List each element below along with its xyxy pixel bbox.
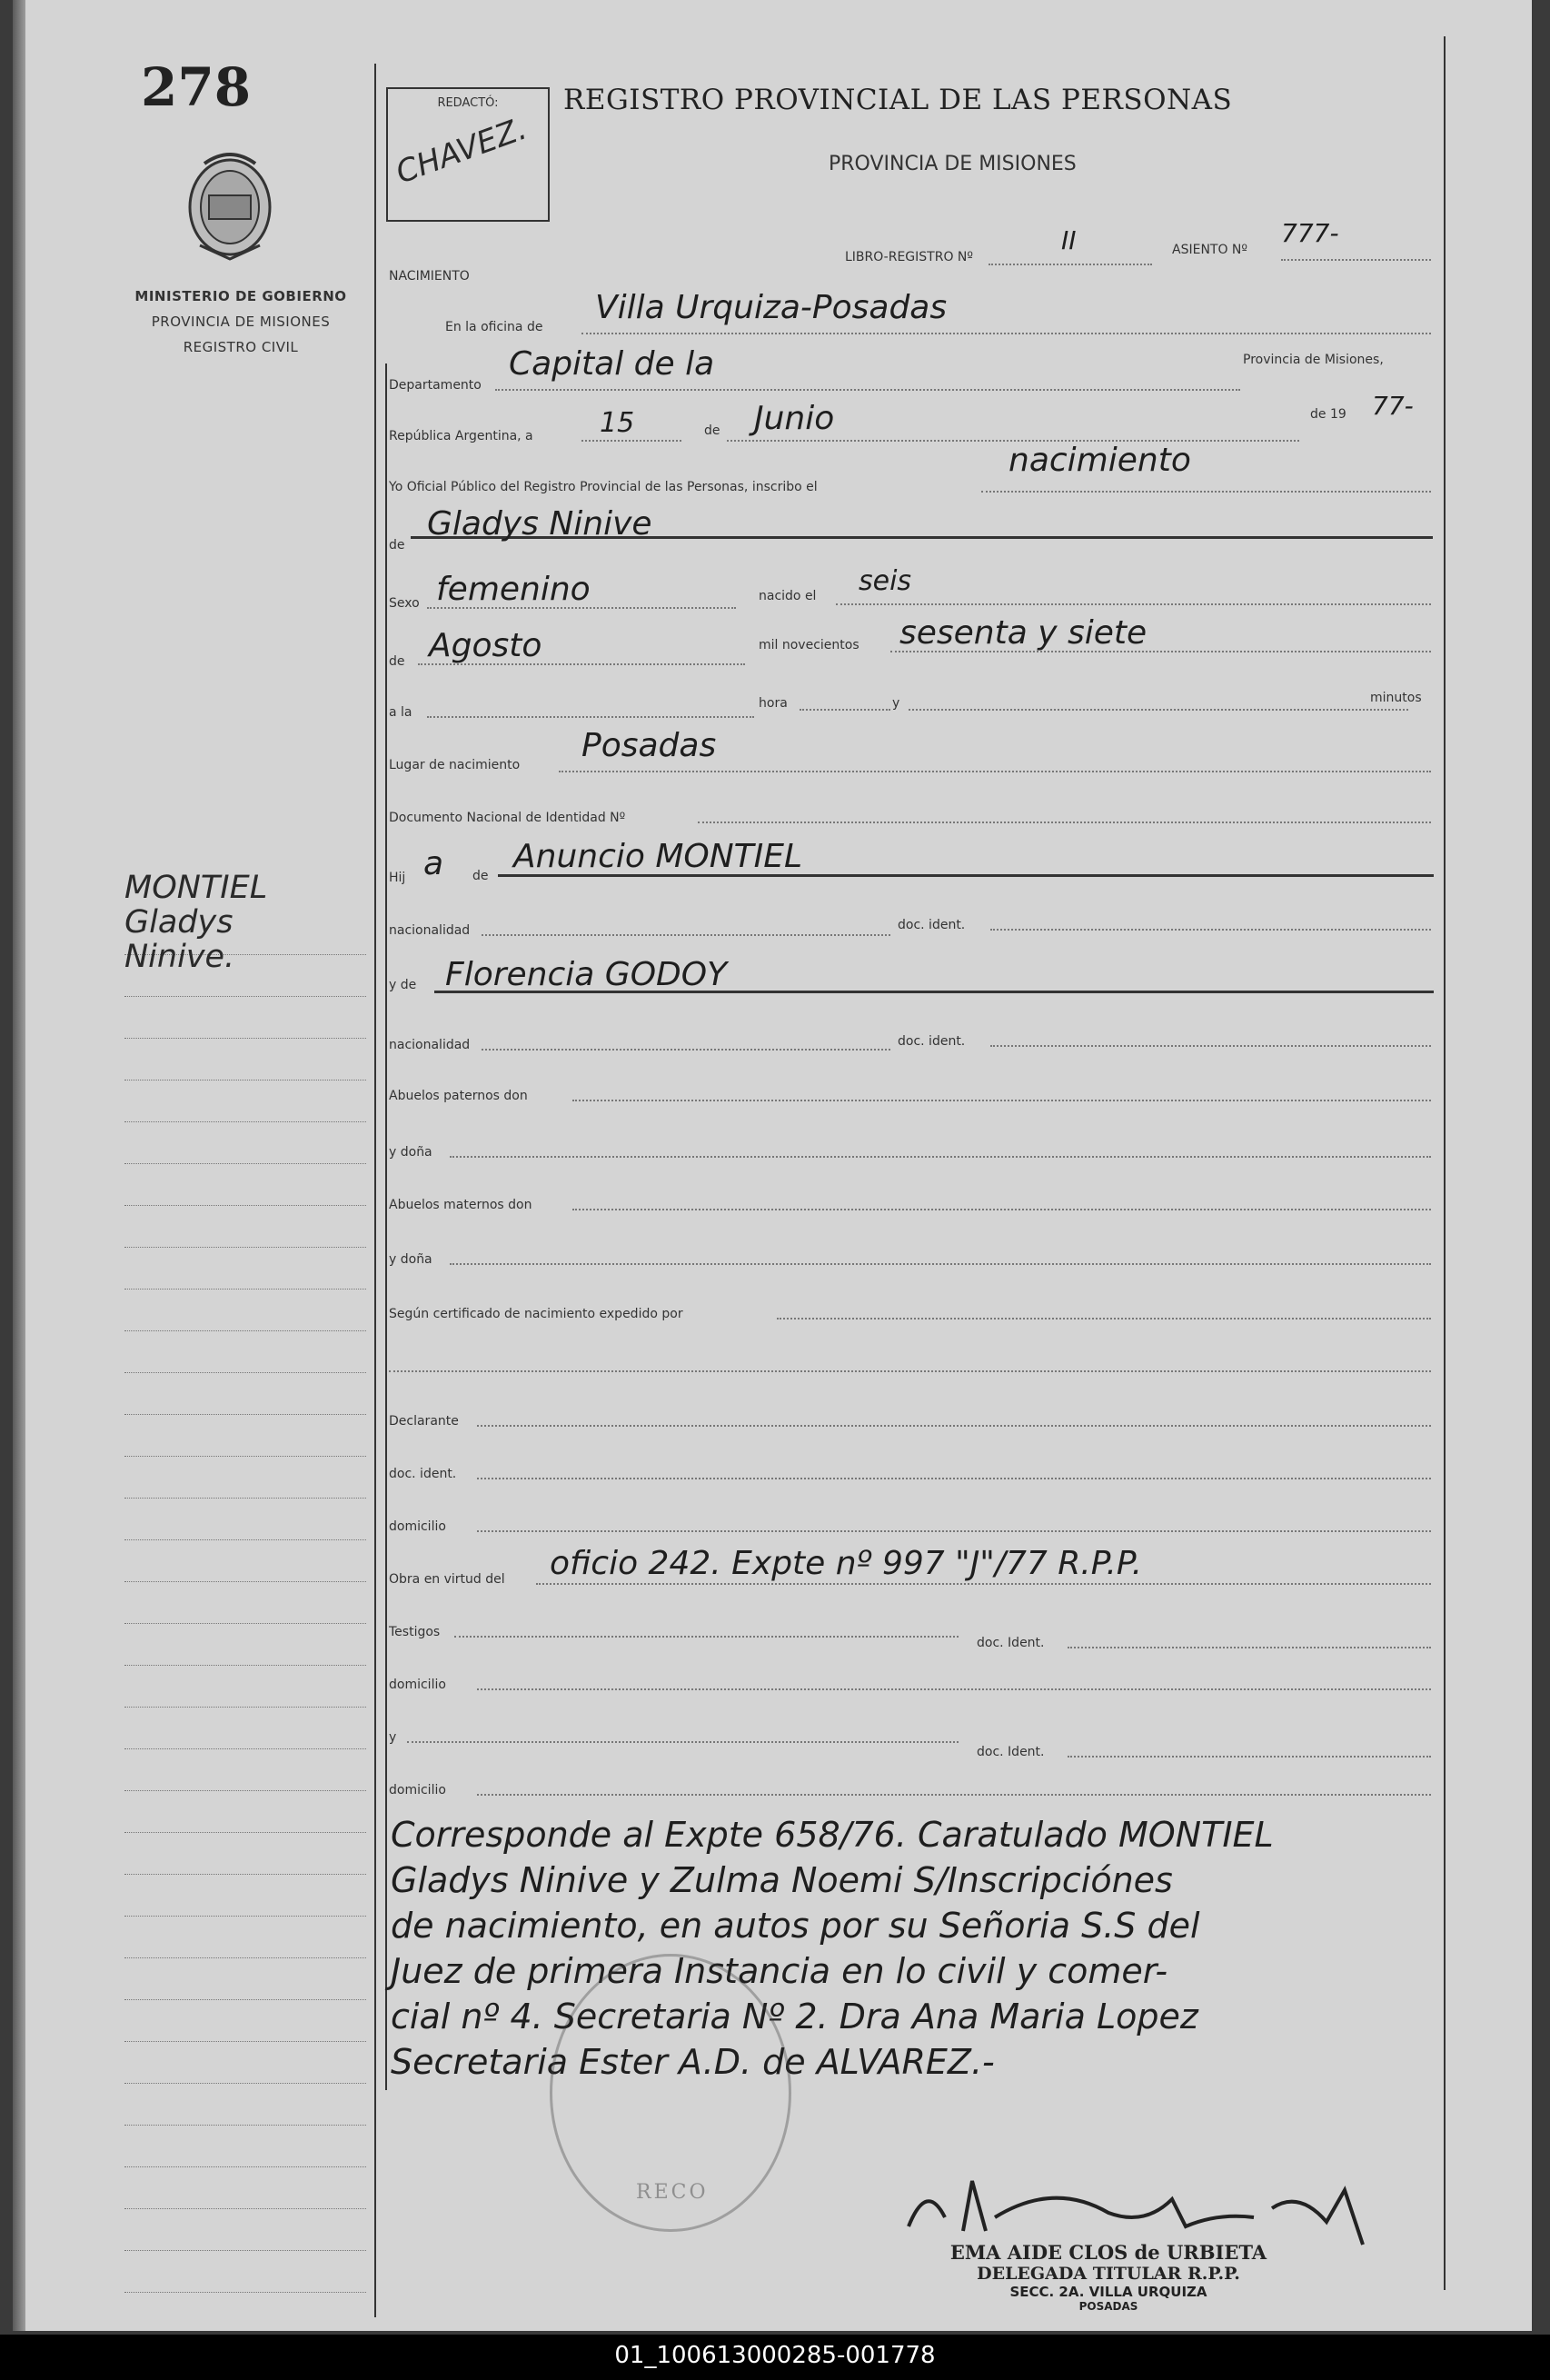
mil-novecientos-label: mil novecientos <box>759 638 859 652</box>
a-la-dots <box>427 716 754 718</box>
asiento-label: ASIENTO Nº <box>1172 243 1248 257</box>
observation-line-4: Juez de primera Instancia en lo civil y comer- <box>391 1951 1168 1991</box>
de-padre-label: de <box>472 869 489 883</box>
coat-of-arms-seal <box>182 145 278 264</box>
left-ruled-line <box>124 1539 366 1540</box>
left-ruled-line <box>124 1999 366 2000</box>
observation-line-2: Gladys Ninive y Zulma Noemi S/Inscripciónes <box>391 1860 1173 1900</box>
nacido-mes-value: Agosto <box>429 627 542 664</box>
margin-note-line-2: Gladys <box>124 904 233 941</box>
doc-ident-3-dots <box>477 1478 1431 1479</box>
de-anio-label: de 19 <box>1310 407 1346 422</box>
nacido-anio-value: sesenta y siete <box>899 614 1148 652</box>
left-ruled-line <box>124 2125 366 2126</box>
round-seal-text: RECO <box>636 2181 709 2204</box>
left-ruled-line <box>124 1372 366 1373</box>
left-ruled-line <box>124 1665 366 1666</box>
left-ruled-line <box>124 1163 366 1164</box>
doc-ident-1-label: doc. ident. <box>898 918 966 932</box>
left-ruled-line <box>124 1456 366 1457</box>
left-ruled-line <box>124 2083 366 2084</box>
hij-suffix: a <box>423 845 444 882</box>
hij-label: Hij <box>389 871 406 885</box>
doc-ident-4-dots <box>1068 1647 1431 1648</box>
declarante-label: Declarante <box>389 1414 459 1429</box>
doc-ident-1-dots <box>990 929 1431 931</box>
nacionalidad-1-dots <box>482 934 890 936</box>
libro-value: II <box>1061 225 1077 255</box>
registry-title: REGISTRO PROVINCIAL DE LAS PERSONAS <box>563 84 1233 116</box>
anio-value: 77- <box>1372 391 1414 421</box>
nacido-dots <box>836 603 1431 605</box>
left-ruled-line <box>124 2292 366 2293</box>
ministry-line-2: PROVINCIA DE MISIONES <box>151 314 331 330</box>
page-edge <box>13 0 25 2331</box>
oficina-dots <box>581 333 1431 334</box>
left-ruled-line <box>124 1038 366 1039</box>
left-ruled-line <box>124 2041 366 2042</box>
nacimiento-label: NACIMIENTO <box>389 269 470 284</box>
nombre-value: Gladys Ninive <box>427 505 652 543</box>
abuelos-paternos-dots <box>572 1100 1431 1101</box>
ministry-line-3: REGISTRO CIVIL <box>183 339 299 355</box>
lugar-dots <box>559 771 1431 772</box>
left-ruled-line <box>124 1832 366 1833</box>
left-ruled-line <box>124 1121 366 1122</box>
left-ruled-line <box>124 1247 366 1248</box>
testigos-dots <box>454 1636 959 1638</box>
left-ruled-line <box>124 1581 366 1582</box>
documento-label: Documento Nacional de Identidad Nº <box>389 811 626 825</box>
observation-line-3: de nacimiento, en autos por su Señoria S.S del <box>391 1906 1200 1946</box>
asiento-value: 777- <box>1281 218 1339 248</box>
y2-dots <box>407 1741 959 1743</box>
observation-line-6: Secretaria Ester A.D. de ALVAREZ.- <box>391 2042 995 2082</box>
left-ruled-line <box>124 1205 366 1206</box>
a-la-label: a la <box>389 705 412 720</box>
libro-dots <box>989 264 1152 265</box>
acto-value: nacimiento <box>1008 442 1191 479</box>
margin-note-line-3: Ninive. <box>124 939 235 975</box>
domicilio-2-label: domicilio <box>389 1678 446 1692</box>
domicilio-3-dots <box>477 1794 1431 1796</box>
segun-label: Según certificado de nacimiento expedido por <box>389 1307 683 1321</box>
y-dona-1-dots <box>450 1156 1431 1158</box>
nacido-el-label: nacido el <box>759 589 817 603</box>
segun-dots <box>777 1318 1431 1319</box>
left-ruled-line <box>124 1874 366 1875</box>
doc-ident-4-label: doc. Ident. <box>977 1636 1045 1650</box>
republica-label: República Argentina, a <box>389 429 533 443</box>
departamento-dots <box>495 389 1240 391</box>
padre-value: Anuncio MONTIEL <box>513 838 803 875</box>
ministry-line-1: MINISTERIO DE GOBIERNO <box>134 288 347 304</box>
nacionalidad-2-dots <box>482 1049 890 1051</box>
redacto-stamp <box>386 87 550 222</box>
madre-value: Florencia GODOY <box>445 956 728 993</box>
provincia-label: Provincia de Misiones, <box>1243 353 1384 367</box>
left-ruled-line <box>124 2208 366 2209</box>
signature <box>872 2163 1417 2254</box>
dia-dots <box>581 440 681 442</box>
abuelos-paternos-label: Abuelos paternos don <box>389 1089 528 1103</box>
official-title: DELEGADA TITULAR R.P.P. <box>977 2264 1240 2284</box>
official-name: EMA AIDE CLOS de URBIETA <box>949 2241 1267 2264</box>
lugar-label: Lugar de nacimiento <box>389 758 521 772</box>
hora-label: hora <box>759 696 788 711</box>
margin-note-line-1: MONTIEL <box>124 870 268 906</box>
left-margin-line <box>374 64 376 2317</box>
nacionalidad-2-label: nacionalidad <box>389 1038 471 1052</box>
de-mes-label: de <box>389 654 405 669</box>
left-ruled-line <box>124 1498 366 1499</box>
testigos-label: Testigos <box>389 1625 441 1639</box>
domicilio-2-dots <box>477 1688 1431 1690</box>
left-ruled-line <box>124 1707 366 1708</box>
minutos-label: minutos <box>1370 691 1422 705</box>
nacionalidad-1-label: nacionalidad <box>389 923 471 938</box>
de-label: de <box>704 423 720 438</box>
dia-value: 15 <box>600 407 635 439</box>
redacto-name: CHAVEZ. <box>391 110 532 192</box>
obra-value: oficio 242. Expte nº 997 "J"/77 R.P.P. <box>550 1545 1143 1582</box>
observation-line-5: cial nº 4. Secretaria Nº 2. Dra Ana Maria Lopez <box>391 1997 1198 2036</box>
doc-ident-2-label: doc. ident. <box>898 1034 966 1049</box>
obra-dots <box>536 1583 1431 1585</box>
oficina-value: Villa Urquiza-Posadas <box>595 289 948 326</box>
doc-ident-3-label: doc. ident. <box>389 1467 457 1481</box>
abuelos-maternos-dots <box>572 1209 1431 1210</box>
oficina-label: En la oficina de <box>445 320 543 334</box>
del-label: de <box>389 538 405 553</box>
segun-dots-2 <box>389 1370 1431 1372</box>
left-ruled-line <box>124 996 366 997</box>
departamento-value: Capital de la <box>509 345 715 383</box>
footer-bar <box>0 2335 1550 2380</box>
obra-label: Obra en virtud del <box>389 1572 505 1587</box>
nacido-dia-value: seis <box>859 565 912 597</box>
left-ruled-line <box>124 1790 366 1791</box>
abuelos-maternos-label: Abuelos maternos don <box>389 1198 532 1212</box>
departamento-label: Departamento <box>389 378 482 393</box>
observation-line-1: Corresponde al Expte 658/76. Caratulado MONTIEL <box>391 1815 1274 1855</box>
left-ruled-line <box>124 1748 366 1749</box>
y2-label: y <box>389 1730 397 1745</box>
left-ruled-line <box>124 1289 366 1290</box>
asiento-dots <box>1281 259 1431 261</box>
left-ruled-line <box>124 1916 366 1917</box>
official-office: SECC. 2A. VILLA URQUIZA <box>1009 2284 1207 2300</box>
official-block <box>909 2241 1308 2313</box>
hora-dots <box>800 709 890 711</box>
left-ruled-line <box>124 1957 366 1958</box>
redacto-label: REDACTÓ: <box>437 96 499 110</box>
y-de-label: y de <box>389 978 417 992</box>
official-city: POSADAS <box>1078 2300 1138 2313</box>
declarante-dots <box>477 1425 1431 1427</box>
doc-ident-5-label: doc. Ident. <box>977 1745 1045 1759</box>
y-dona-2-label: y doña <box>389 1252 432 1267</box>
y-dona-2-dots <box>450 1263 1431 1265</box>
ministry-header <box>109 284 373 360</box>
page-number: 278 <box>141 56 252 118</box>
domicilio-3-label: domicilio <box>389 1783 446 1797</box>
acto-dots <box>981 491 1431 493</box>
left-ruled-line <box>124 1330 366 1331</box>
registry-subtitle: PROVINCIA DE MISIONES <box>829 153 1077 175</box>
sexo-value: femenino <box>436 571 591 608</box>
y-label: y <box>892 696 900 711</box>
oficial-label: Yo Oficial Público del Registro Provincial de las Personas, inscribo el <box>389 480 818 494</box>
libro-label: LIBRO-REGISTRO Nº <box>845 250 973 264</box>
domicilio-1-dots <box>477 1530 1431 1532</box>
sexo-label: Sexo <box>389 596 420 611</box>
y-dona-1-label: y doña <box>389 1145 432 1160</box>
min-dots <box>909 709 1408 711</box>
left-ruled-line <box>124 2166 366 2167</box>
doc-ident-5-dots <box>1068 1756 1431 1758</box>
footer-file-id: 01_100613000285-001778 <box>614 2342 936 2369</box>
observation-note <box>391 1812 1445 2085</box>
lugar-value: Posadas <box>581 727 717 764</box>
mes-value: Junio <box>754 400 835 437</box>
domicilio-1-label: domicilio <box>389 1519 446 1534</box>
documento-dots <box>698 822 1431 823</box>
doc-ident-2-dots <box>990 1045 1431 1047</box>
form-left-line <box>385 363 387 2090</box>
left-ruled-line <box>124 2250 366 2251</box>
left-ruled-line <box>124 1414 366 1415</box>
margin-note <box>124 871 370 974</box>
left-ruled-line <box>124 1623 366 1624</box>
